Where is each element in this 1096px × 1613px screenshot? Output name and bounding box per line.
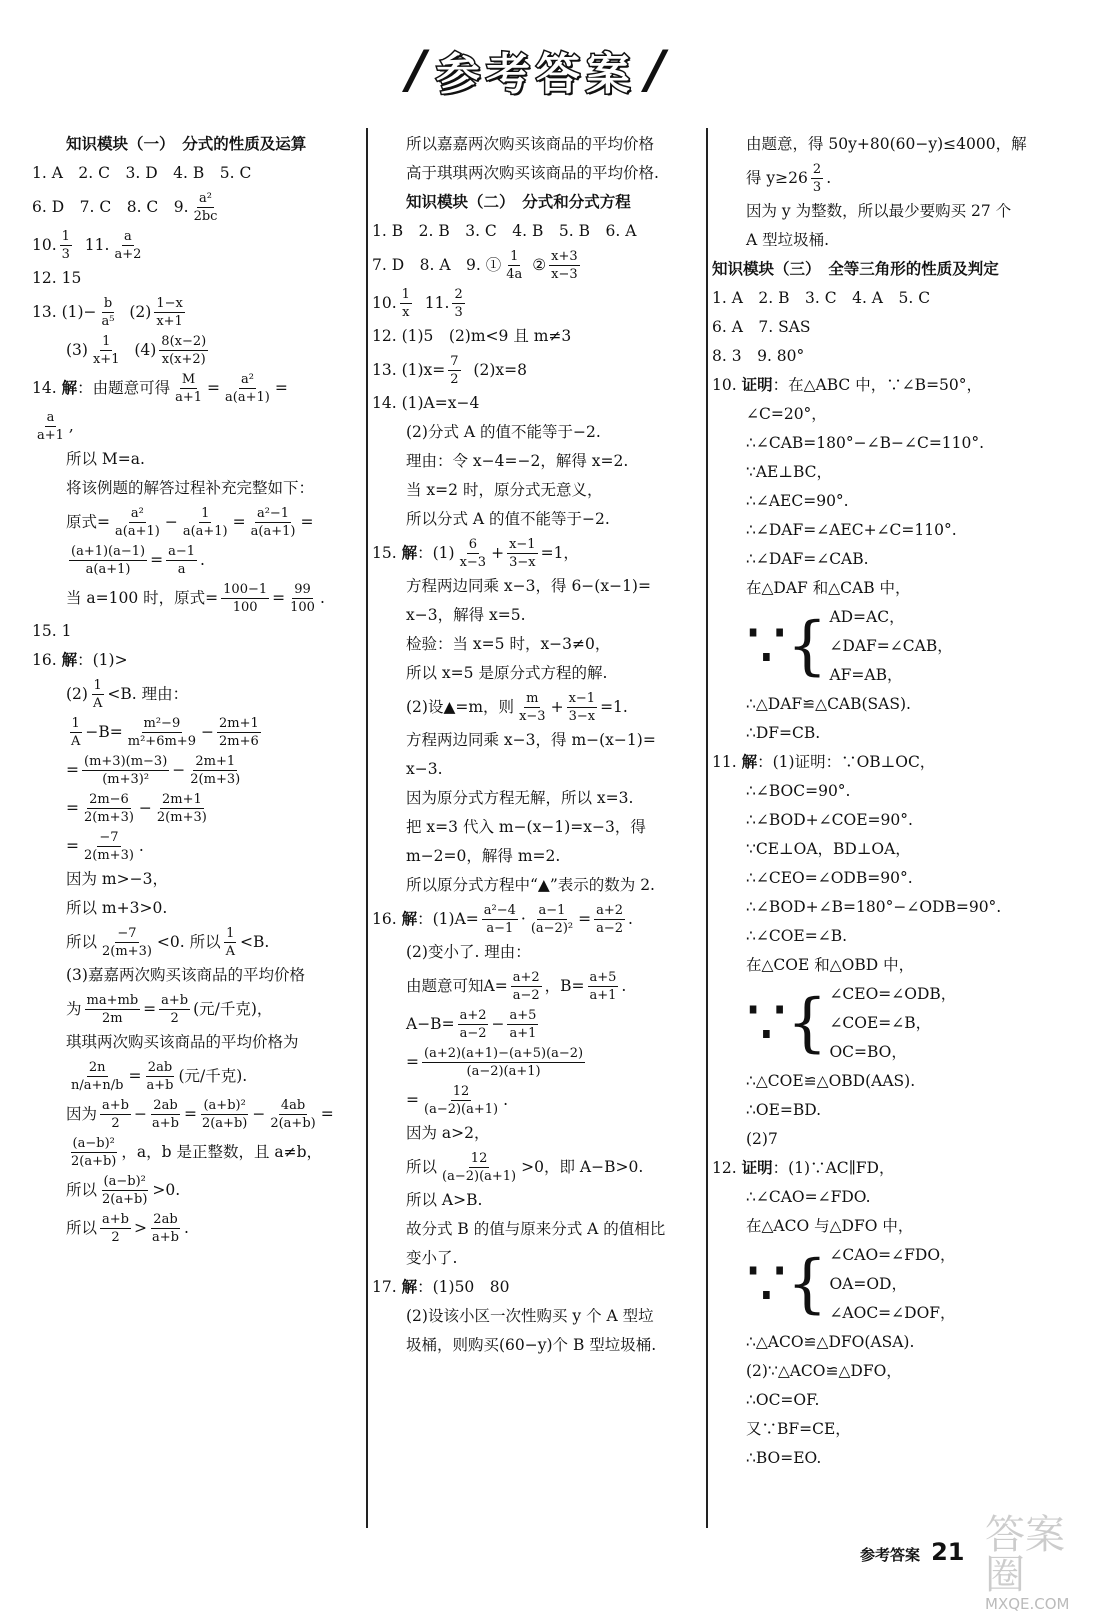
answer-line: 10. $\frac{1}{3}$ 11. $\frac{a}{a+2}$ [32,228,142,262]
fraction: $\frac{4ab}{2(a+b)}$ [270,1097,316,1131]
answer-line: 14. (1)A=x−4 [372,394,480,412]
answer-line: 13. (1)− $\frac{b}{\text{a⁵}}$ (2) $\frac{1-x}{x+1}$ [32,295,183,329]
fraction: $\frac{2n}{n/a+n/b}$ [71,1059,124,1093]
answer-line: ∴∠COE=∠B. [746,927,848,945]
answer-line: = $\frac{(a+2)(a+1)-(a+5)(a-2)}{(a-2)(a+1)}$ [406,1045,584,1079]
fraction: $\frac{m}{x-3}$ [519,690,546,724]
answer-line: m−2=0，解得 m=2. [406,847,561,865]
fraction: $\frac{1}{x+1}$ [92,333,120,367]
answer-line: ∴∠CEO=∠ODB=90°. [746,869,913,887]
fraction: $\frac{a+5}{a+1}$ [589,969,617,1003]
answer-line: 在△COE 和△OBD 中， [746,956,915,974]
fraction: $\frac{a-1}{\text{(a−2)²}}$ [530,902,574,936]
answer-line: 得 y≥26 $\frac{2}{3}$ . [746,161,832,195]
fraction: $\frac{\text{a²−4}}{a-1}$ [483,902,516,936]
fraction: $\frac{\text{(a+b)²}}{2(a+b)}$ [201,1097,248,1131]
fraction: $\frac{2ab}{a+b}$ [146,1059,174,1093]
watermark [985,1512,1096,1613]
fraction: $\frac{7}{2}$ [450,353,459,387]
fraction: $\frac{a+5}{a+1}$ [509,1007,537,1041]
fraction: $\frac{1}{4a}$ [506,248,523,282]
answer-line: 为 $\frac{ma+mb}{2m}$ = $\frac{a+b}{2}$ (元/千克)， [66,992,273,1026]
section-heading: 知识模块（二） 分式和分式方程 [406,193,631,211]
column-2 [372,130,702,1360]
fraction: $\frac{1-x}{x+1}$ [156,295,183,329]
answer-line: ∴∠BOD+∠COE=90°. [746,811,913,829]
answer-line: 当 a=100 时，原式= $\frac{100-1}{100}$ = $\frac{99}{100}$ . [66,581,325,615]
watermark-url: MXQE.COM [985,1595,1070,1613]
fraction: $\frac{M}{a+1}$ [175,371,203,405]
answer-line: ∠C=20°， [746,405,827,423]
answer-line: ∴∠DAF=∠CAB. [746,550,869,568]
answer-line: 高于琪琪两次购买该商品的平均价格. [406,164,659,182]
fraction: $\frac{-7}{2(m+3)}$ [102,925,152,959]
answer-line: 所以分式 A 的值不能等于−2. [406,510,610,528]
fraction: $\frac{a+2}{a-2}$ [459,1007,487,1041]
section-heading: 知识模块（三） 全等三角形的性质及判定 [712,260,999,278]
fraction: $\frac{100-1}{100}$ [223,581,268,615]
answer-line: 16. 解 ：(1)A= $\frac{\text{a²−4}}{a-1}$ · $\frac{a-1}{\text{(a−2)²}}$ = $\frac{a+2}{a-2}$ . [372,902,633,936]
fraction: $\frac{\text{(a−b)²}}{2(a+b)}$ [71,1135,117,1169]
column-divider [706,128,708,1528]
answer-line: A−B= $\frac{a+2}{a-2}$ − $\frac{a+5}{a+1}$ [406,1007,537,1041]
answer-line: ∴∠CAO=∠FDO. [746,1188,871,1206]
fraction: $\frac{a+2}{a-2}$ [512,969,540,1003]
answer-line: 方程两边同乘 x−3，得 6−(x−1)= [406,577,651,595]
answer-line: 12. 15 [32,269,82,287]
answer-line: 所以 $\frac{12}{(a-2)(a+1)}$ >0，即 A−B>0. [406,1150,644,1184]
fraction: $\frac{2}{3}$ [454,286,463,320]
answer-line: ∴DF=CB. [746,724,821,742]
column-3 [712,130,1072,1473]
answer-line: 10. $\frac{1}{x}$ 11. $\frac{2}{3}$ [372,286,463,320]
answer-line: 6. A 7. SAS [712,318,811,336]
fraction: $\frac{a-1}{a}$ [168,543,196,577]
answer-line: 圾桶，则购买(60−y)个 B 型垃圾桶. [406,1336,657,1354]
answer-line: 11. 解 ：(1)证明：∵OB⊥OC， [712,753,936,771]
fraction: $\frac{2ab}{a+b}$ [151,1211,179,1245]
fraction: $\frac{a+b}{2}$ [161,992,189,1026]
fraction: $\frac{\text{(a−b)²}}{2(a+b)}$ [102,1173,148,1207]
answer-line: x−3. [406,760,443,778]
fraction: $\frac{(a+2)(a+1)-(a+5)(a-2)}{(a-2)(a+1)}$ [424,1045,584,1079]
answer-line: (2)∵△ACO≌△DFO， [746,1362,902,1380]
banner-slash-left: / [407,40,426,100]
brace-item: OC=BO， [829,1043,907,1061]
answer-line: $\frac{\text{(a−b)²}}{2(a+b)}$ ，a，b 是正整数，且 a≠b， [71,1135,323,1169]
fraction: $\frac{1}{3}$ [61,228,70,262]
answer-line: 所以 M=a. [66,450,145,468]
fraction: $\frac{x-1}{3-x}$ [568,690,596,724]
answer-line: (3)嘉嘉两次购买该商品的平均价格 [66,966,305,984]
fraction: $\frac{2ab}{a+b}$ [151,1097,179,1131]
section-heading: 知识模块（一） 分式的性质及运算 [66,135,307,153]
fraction: $\frac{2}{3}$ [812,161,822,195]
fraction: $\frac{12}{(a-2)(a+1)}$ [442,1150,517,1184]
answer-line: 所以 A>B. [406,1191,483,1209]
answer-line: ∴△ACO≌△DFO(ASA). [746,1333,915,1351]
answer-line: = $\frac{12}{(a-2)(a+1)}$ . [406,1083,509,1117]
column-1 [32,130,364,1247]
fraction: $\frac{1}{a(a+1)}$ [182,505,228,539]
answer-line: 所以 $\frac{a+b}{2}$ > $\frac{2ab}{a+b}$ . [66,1211,189,1245]
answer-line: ∴BO=EO. [746,1449,822,1467]
fraction: $\frac{99}{100}$ [290,581,315,615]
answer-line: 所以 $\frac{\text{(a−b)²}}{2(a+b)}$ >0. [66,1173,181,1207]
banner [405,40,667,100]
answer-line: (2) $\frac{1}{A}$ <B. 理由： [66,677,189,711]
brace-item: ∠CEO=∠ODB， [829,985,957,1003]
answer-line: (2)设▲=m，则 $\frac{m}{x-3}$ + $\frac{x-1}{3-x}$ =1. [406,690,628,724]
answer-line: = $\frac{2m-6}{2(m+3)}$ − $\frac{2m+1}{2(m+3)}$ [66,791,207,825]
fraction: $\frac{x+3}{x-3}$ [551,248,578,282]
answer-line: ∴∠AEC=90°. [746,492,849,510]
brace-symbol: ∵{ [746,609,828,683]
answer-line: ∴∠CAB=180°−∠B−∠C=110°. [746,434,985,452]
answer-line: 所以 m+3>0. [66,899,168,917]
brace-item: ∠CAO=∠FDO， [829,1246,956,1264]
fraction: $\frac{2m+1}{2m+6}$ [218,715,259,749]
fraction: $\frac{a+2}{a-2}$ [596,902,624,936]
answer-line: 在△ACO 与△DFO 中， [746,1217,914,1235]
answer-line: $\frac{a}{a+1}$ , [37,409,74,443]
fraction: $\frac{ma+mb}{2m}$ [86,992,139,1026]
fraction: $\frac{2m-6}{2(m+3)}$ [84,791,134,825]
fraction: $\frac{x-1}{3-x}$ [509,536,536,570]
fraction: $\frac{a}{a+2}$ [114,228,142,262]
fraction: $\frac{6}{x-3}$ [459,536,487,570]
answer-line: ∴OE=BD. [746,1101,822,1119]
answer-line: 所以 $\frac{-7}{2(m+3)}$ <0. 所以 $\frac{1}{A}$ <B. [66,925,270,959]
answer-line: ∴∠BOD+∠B=180°−∠ODB=90°. [746,898,1002,916]
page-number: 21 [931,1538,965,1566]
answer-line: ∵CE⊥OA，BD⊥OA， [746,840,911,858]
answer-line: = $\frac{-7}{2(m+3)}$ . [66,829,144,863]
fraction: $\frac{a+b}{2}$ [102,1097,129,1131]
answer-line: 检验：当 x=5 时，x−3≠0， [406,635,611,653]
footer-label: 参考答案 [860,1546,921,1564]
fraction: $\frac{-7}{2(m+3)}$ [84,829,134,863]
answer-line: (3) $\frac{1}{x+1}$ (4) $\frac{8(x-2)}{x(x+2)}$ [66,333,207,367]
answer-line: 13. (1)x= $\frac{7}{2}$ (2)x=8 [372,353,527,387]
answer-line: x−3，解得 x=5. [406,606,526,624]
banner-slash-right: / [646,40,665,100]
fraction: $\frac{2m+1}{2(m+3)}$ [156,791,207,825]
fraction: $\frac{2m+1}{2(m+3)}$ [190,753,241,787]
answer-line: 将该例题的解答过程补充完整如下： [66,479,315,497]
fraction: $\frac{\text{m²−9}}{\text{m²+6m+9}}$ [127,715,196,749]
fraction: $\frac{1}{A}$ [225,925,236,959]
fraction: $\frac{1}{x}$ [401,286,410,320]
brace-symbol: ∵{ [746,1247,828,1321]
answer-line: 变小了. [406,1249,458,1267]
fraction: $\frac{\text{a²}}{a(a+1)}$ [115,505,160,539]
fraction: $\frac{b}{\text{a⁵}}$ [101,295,115,329]
answer-line: (2)设该小区一次性购买 y 个 A 型垃 [406,1307,654,1325]
answer-line: 在△DAF 和△CAB 中， [746,579,911,597]
page-title: 参考答案 [436,49,636,100]
brace-system [712,1241,1072,1328]
answer-line: 把 x=3 代入 m−(x−1)=x−3，得 [406,818,646,836]
fraction: $\frac{1}{A}$ [71,715,81,749]
fraction: $\frac{1}{A}$ [92,677,103,711]
answer-line: 原式= $\frac{\text{a²}}{a(a+1)}$ − $\frac{1}{a(a+1)}$ = $\frac{\text{a²−1}}{a(a+1)}$ = [66,505,314,539]
answer-line: 15. 1 [32,622,72,640]
brace-system [712,980,1072,1067]
answer-line: 14. 解 ：由题意可得 $\frac{M}{a+1}$ = $\frac{\text{a²}}{a(a+1)}$ = [32,371,288,405]
brace-item: ∠AOC=∠DOF， [829,1304,956,1322]
fraction: $\frac{\text{a²−1}}{a(a+1)}$ [250,505,296,539]
answer-line: $\frac{(a+1)(a-1)}{a(a+1)}$ = $\frac{a-1}{a}$ . [71,543,205,577]
answer-line: 由题意可知A= $\frac{a+2}{a-2}$ ，B= $\frac{a+5}{a+1}$ . [406,969,627,1003]
answer-line: 所以原分式方程中“▲”表示的数为 2. [406,876,655,894]
answer-line: 故分式 B 的值与原来分式 A 的值相比 [406,1220,666,1238]
answer-line: 因为 a>2， [406,1124,490,1142]
fraction: $\frac{(a+1)(a-1)}{a(a+1)}$ [71,543,146,577]
fraction: $\frac{\text{a²}}{2bc}$ [193,190,218,224]
fraction: $\frac{a+b}{2}$ [102,1211,129,1245]
answer-line: $\frac{1}{A}$ −B= $\frac{\text{m²−9}}{\text{m²+6m+9}}$ − $\frac{2m+1}{2m+6}$ [71,715,259,749]
answer-line: 1. A 2. B 3. C 4. A 5. C [712,289,931,307]
answer-line: 17. 解 ：(1)50 80 [372,1278,510,1296]
answer-line: 因为 $\frac{a+b}{2}$ − $\frac{2ab}{a+b}$ = $\frac{\text{(a+b)²}}{2(a+b)}$ − $\frac{4ab}{2(a+b)}$ = [66,1097,334,1131]
answer-line: 7. D 8. A 9. ① $\frac{1}{4a}$ ② $\frac{x+3}{x-3}$ [372,248,578,282]
answer-line: = $\frac{(m+3)(m-3)}{\text{(m+3)²}}$ − $\frac{2m+1}{2(m+3)}$ [66,753,241,787]
answer-line: (2)变小了. 理由： [406,943,531,961]
answer-line: 又∵BF=CE， [746,1420,851,1438]
brace-system [712,603,1072,690]
brace-item: ∠COE=∠B， [829,1014,932,1032]
fraction: $\frac{(m+3)(m-3)}{\text{(m+3)²}}$ [84,753,168,787]
answer-line: 因为 y 为整数，所以最少要购买 27 个 [746,202,1012,220]
fraction: $\frac{\text{a²}}{a(a+1)}$ [225,371,270,405]
answer-line: 15. 解 ：(1) $\frac{6}{x-3}$ + $\frac{x-1}{3-x}$ =1， [372,536,579,570]
page-footer [860,1538,965,1566]
answer-line: $\frac{2n}{n/a+n/b}$ = $\frac{2ab}{a+b}$ (元/千克). [71,1059,248,1093]
fraction: $\frac{12}{(a-2)(a+1)}$ [424,1083,499,1117]
answer-line: 8. 3 9. 80° [712,347,805,365]
answer-line: ∴∠BOC=90°. [746,782,851,800]
answer-line: (2)7 [746,1130,778,1148]
answer-line: ∴OC=OF. [746,1391,820,1409]
answer-line: 所以嘉嘉两次购买该商品的平均价格 [406,135,655,153]
brace-item: ∠DAF=∠CAB， [829,637,953,655]
answer-line: 12. 证明 ：(1)∵AC∥FD， [712,1159,895,1177]
answer-line: 因为 m>−3， [66,870,168,888]
fraction: $\frac{a}{a+1}$ [37,409,64,443]
watermark-logo: 答案圈 [985,1512,1065,1598]
answer-line: 1. B 2. B 3. C 4. B 5. B 6. A [372,222,637,240]
answer-line: 12. (1)5 (2)m<9 且 m≠3 [372,327,572,345]
answer-line: 方程两边同乘 x−3，得 m−(x−1)= [406,731,656,749]
answer-line: 理由：令 x−4=−2，解得 x=2. [406,452,629,470]
answer-line: 当 x=2 时，原分式无意义， [406,481,603,499]
answer-line: ∵AE⊥BC， [746,463,832,481]
brace-item: AF=AB， [829,666,903,684]
answer-line: 因为原分式方程无解，所以 x=3. [406,789,634,807]
brace-item: OA=OD， [829,1275,907,1293]
brace-item: AD=AC， [829,608,905,626]
answer-line: 10. 证明 ：在△ABC 中，∵∠B=50°， [712,376,983,394]
brace-symbol: ∵{ [746,986,828,1060]
answer-line: 16. 解 ：(1)> [32,651,128,669]
answer-line: 所以 x=5 是原分式方程的解. [406,664,608,682]
answer-line: ∴∠DAF=∠AEC+∠C=110°. [746,521,957,539]
answer-line: 由题意，得 50y+80(60−y)≤4000，解 [746,135,1027,153]
fraction: $\frac{8(x-2)}{x(x+2)}$ [161,333,207,367]
answer-line: ∴△COE≌△OBD(AAS). [746,1072,916,1090]
answer-line: 琪琪两次购买该商品的平均价格为 [66,1033,299,1051]
answer-line: (2)分式 A 的值不能等于−2. [406,423,601,441]
answer-line: ∴△DAF≌△CAB(SAS). [746,695,911,713]
answer-line: 6. D 7. C 8. C 9. $\frac{\text{a²}}{2bc}$ [32,190,218,224]
answer-line: 1. A 2. C 3. D 4. B 5. C [32,164,252,182]
answer-line: A 型垃圾桶. [746,231,830,249]
column-divider [366,128,368,1528]
